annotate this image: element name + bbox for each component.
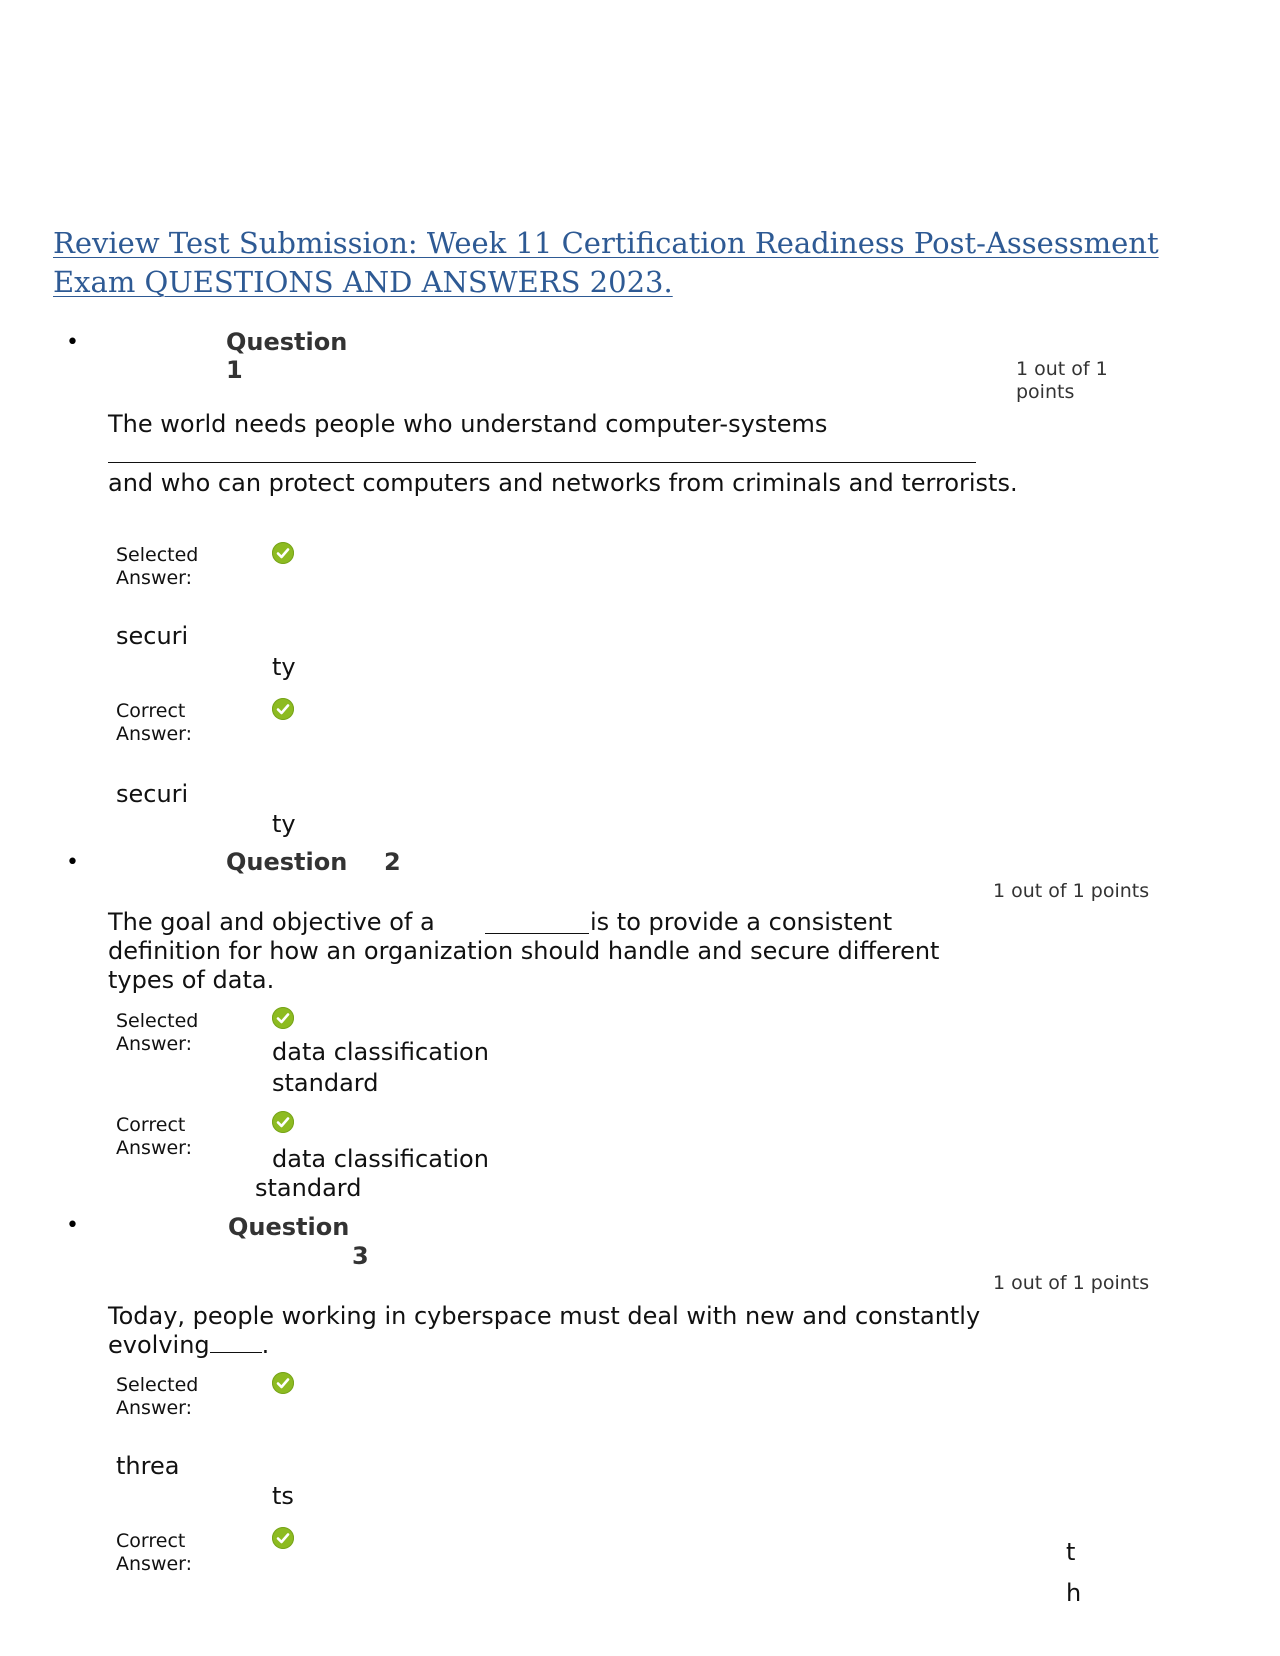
question-3-selected-answer-part1: threa — [116, 1452, 180, 1480]
question-2-text-after-blank: is to provide a consistent definition for how an organization should handle and secure different types of data. — [108, 908, 940, 994]
question-1-blank — [108, 462, 976, 463]
question-2-number: 2 — [384, 848, 401, 876]
question-1-correct-label: Correct Answer: — [116, 700, 193, 745]
question-1-selected-answer-part1: securi — [116, 622, 189, 650]
question-1-selected-answer-part2: ty — [272, 653, 296, 681]
question-3-heading: Question — [228, 1213, 350, 1241]
question-1-text-line2: and who can protect computers and networks from criminals and terrorists. — [108, 469, 1018, 497]
question-3-correct-label: Correct Answer: — [116, 1530, 193, 1575]
question-1-bullet: • — [66, 330, 79, 355]
page-title[interactable]: Review Test Submission: Week 11 Certification Readiness Post-Assessment Exam QUESTIONS AND ANSWERS 2023. — [53, 226, 1159, 299]
question-2-heading: Question — [226, 848, 348, 876]
question-3-correct-check-icon — [272, 1527, 294, 1549]
question-1-text-line1: The world needs people who understand computer-systems — [108, 410, 828, 438]
question-2-text-before-blank: The goal and objective of a — [108, 908, 435, 936]
question-2-bullet: • — [66, 850, 79, 875]
question-3-correct-answer-fragment-1: t — [1066, 1538, 1076, 1566]
question-2-selected-check-icon — [272, 1007, 294, 1029]
question-3-number: 3 — [352, 1242, 369, 1270]
question-1-points: 1 out of 1 points — [1016, 358, 1108, 403]
question-3-text-before-blank: Today, people working in cyberspace must deal with new and constantly evolving . — [108, 1302, 981, 1359]
question-3-points: 1 out of 1 points — [993, 1272, 1150, 1294]
question-1-selected-label: Selected Answer: — [116, 544, 199, 589]
question-2-correct-label: Correct Answer: — [116, 1114, 193, 1159]
question-1-selected-check-icon — [272, 542, 294, 564]
question-3-bullet: • — [66, 1213, 79, 1238]
question-3-text-after-blank: . — [261, 1331, 270, 1359]
question-2-points: 1 out of 1 points — [993, 880, 1150, 902]
question-1-correct-check-icon — [272, 698, 294, 720]
question-2-correct-answer-part2: standard — [255, 1174, 362, 1202]
question-2-selected-label: Selected Answer: — [116, 1010, 199, 1055]
question-3-selected-answer-part2: ts — [272, 1482, 294, 1510]
question-1-number: 1 — [226, 356, 243, 384]
question-2-selected-answer-part2: standard — [272, 1069, 379, 1097]
question-1-correct-answer-part2: ty — [272, 810, 296, 838]
question-2-correct-check-icon — [272, 1111, 294, 1133]
question-1-correct-answer-part1: securi — [116, 780, 189, 808]
question-3-correct-answer-fragment-2: h — [1066, 1579, 1082, 1607]
question-3-selected-label: Selected Answer: — [116, 1374, 199, 1419]
question-2-correct-answer-part1: data classification — [272, 1145, 489, 1173]
question-3-blank — [210, 1332, 262, 1353]
question-1-heading: Question — [226, 328, 348, 356]
question-3-selected-check-icon — [272, 1372, 294, 1394]
question-2-selected-answer-part1: data classification — [272, 1038, 489, 1066]
